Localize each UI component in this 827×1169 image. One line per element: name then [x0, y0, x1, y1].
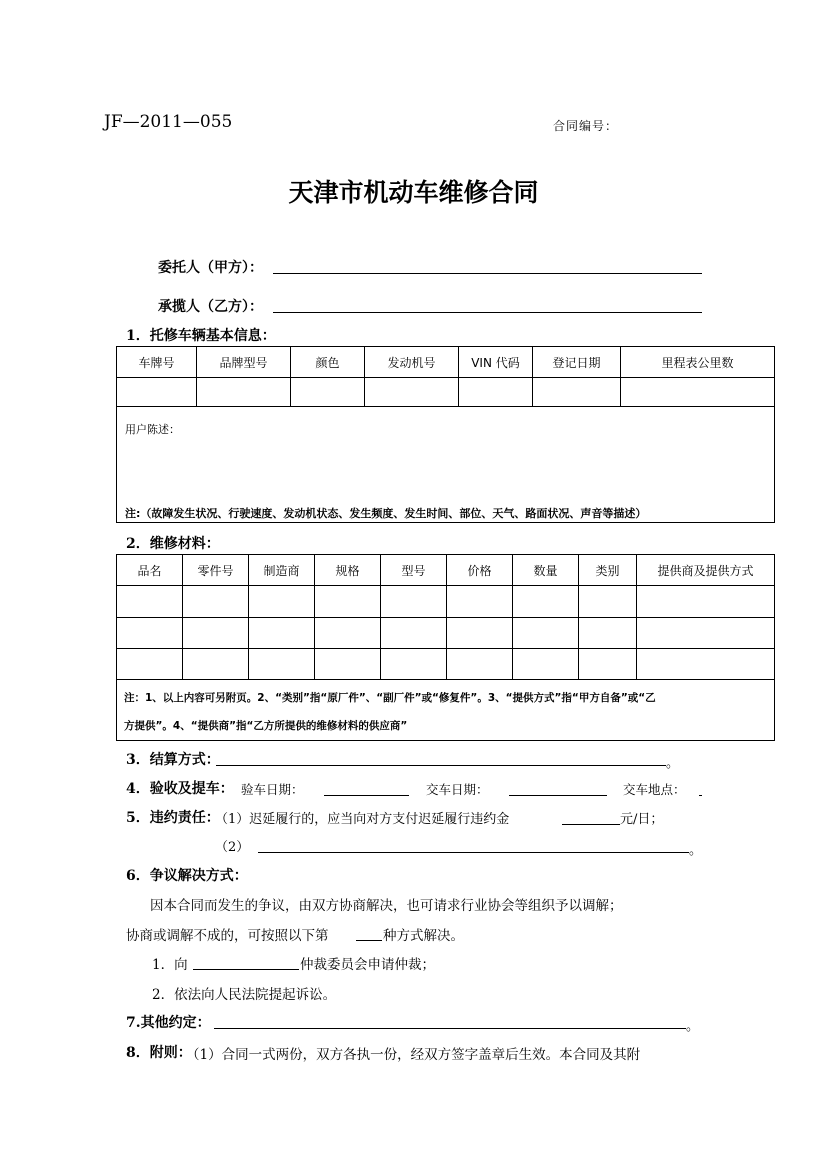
table-cell[interactable] [579, 618, 637, 649]
section1-note: 注:（故障发生状况、行驶速度、发动机状态、发生频度、发生时间、部位、天气、路面状况、声音等描述） [125, 507, 647, 520]
table-cell[interactable] [249, 618, 315, 649]
table-cell[interactable] [637, 586, 775, 618]
materials-note-line1: 注：1、以上内容可另附页。2、“类别”指“原厂件”、“副厂件”或“修复件”。3、“提供方式”指“甲方自备”或“乙 [124, 692, 656, 704]
user-description-row [117, 407, 775, 523]
vehicle-input-row [117, 378, 775, 407]
penalty-amount-field[interactable] [562, 824, 620, 825]
materials-header-row [117, 555, 775, 586]
litigation-option: 2．依法向人民法院提起诉讼。 [152, 987, 337, 1003]
table-cell[interactable] [117, 586, 183, 618]
penalty-item2-prefix: （2） [215, 840, 250, 855]
col-header: 价格 [447, 555, 513, 586]
delivery-place-field[interactable] [699, 795, 702, 796]
table-cell[interactable] [447, 618, 513, 649]
table-cell[interactable] [117, 618, 183, 649]
delivery-date-label: 交车日期： [426, 782, 489, 797]
inspect-date-label: 验车日期： [241, 782, 304, 797]
other-agreement-field[interactable] [214, 1028, 686, 1029]
col-header: 提供商及提供方式 [637, 555, 775, 586]
table-cell[interactable] [459, 378, 533, 407]
table-cell[interactable] [365, 378, 459, 407]
delivery-date-field[interactable] [509, 795, 607, 796]
penalty-item1-prefix: （1）迟延履行的，应当向对方支付迟延履行违约金 [215, 812, 510, 827]
dispute-para-line1: 因本合同而发生的争议，由双方协商解决，也可请求行业协会等组织予以调解； [150, 898, 623, 914]
arbitration-committee-field[interactable] [193, 969, 299, 970]
settlement-field[interactable] [216, 765, 666, 766]
table-cell[interactable] [447, 586, 513, 618]
penalty-item2-field[interactable] [258, 852, 689, 853]
table-cell[interactable] [183, 649, 249, 680]
materials-table [116, 554, 775, 741]
table-cell[interactable] [533, 378, 621, 407]
table-cell[interactable] [117, 649, 183, 680]
table-cell[interactable] [315, 586, 381, 618]
section7-end: 。 [686, 1019, 700, 1034]
table-cell[interactable] [513, 586, 579, 618]
table-cell[interactable] [381, 649, 447, 680]
party-a-label: 委托人（甲方）： [158, 260, 263, 276]
col-header: 类别 [579, 555, 637, 586]
col-header: 数量 [513, 555, 579, 586]
table-cell[interactable] [513, 618, 579, 649]
table-cell[interactable] [381, 586, 447, 618]
table-cell[interactable] [637, 649, 775, 680]
arbitration-option-suffix: 仲裁委员会申请仲裁； [300, 957, 435, 973]
col-header: 车牌号 [117, 347, 197, 378]
vehicle-header-row [117, 347, 775, 378]
section5-label: 5．违约责任： [126, 810, 220, 826]
col-header: 品名 [117, 555, 183, 586]
table-cell[interactable] [513, 649, 579, 680]
penalty-item1-suffix: 元/日； [620, 812, 664, 827]
table-cell[interactable] [197, 378, 291, 407]
section3-end: 。 [666, 756, 680, 771]
section8-text: （1）合同一式两份，双方各执一份，经双方签字盖章后生效。本合同及其附 [186, 1047, 641, 1063]
col-header: VIN 代码 [459, 347, 533, 378]
section2-heading: 2．维修材料： [126, 536, 220, 552]
table-cell[interactable] [621, 378, 775, 407]
table-cell[interactable] [249, 586, 315, 618]
table-cell[interactable] [315, 649, 381, 680]
party-b-label: 承揽人（乙方）： [158, 299, 263, 315]
section4-label: 4．验收及提车： [126, 781, 234, 797]
col-header: 规格 [315, 555, 381, 586]
delivery-place-label: 交车地点： [623, 782, 686, 797]
table-cell[interactable] [117, 378, 197, 407]
table-cell[interactable] [579, 649, 637, 680]
col-header: 型号 [381, 555, 447, 586]
party-b-field[interactable] [273, 312, 702, 313]
dispute-para-line2b: 种方式解决。 [383, 928, 464, 944]
table-cell[interactable] [447, 649, 513, 680]
page-title: 天津市机动车维修合同 [288, 178, 539, 207]
table-cell[interactable] [291, 378, 365, 407]
materials-note-row [117, 680, 775, 741]
vehicle-info-table [116, 346, 775, 523]
section8-label: 8．附则： [126, 1045, 192, 1061]
dispute-para-line2a: 协商或调解不成的，可按照以下第 [126, 928, 329, 944]
col-header: 发动机号 [365, 347, 459, 378]
table-cell[interactable] [183, 586, 249, 618]
materials-row [117, 586, 775, 618]
col-header: 制造商 [249, 555, 315, 586]
col-header: 里程表公里数 [621, 347, 775, 378]
table-cell[interactable] [249, 649, 315, 680]
party-a-field[interactable] [273, 273, 702, 274]
section1-heading: 1．托修车辆基本信息： [126, 328, 276, 344]
contract-number-label: 合同编号： [553, 119, 619, 133]
table-cell[interactable] [579, 586, 637, 618]
table-cell[interactable] [381, 618, 447, 649]
col-header: 品牌型号 [197, 347, 291, 378]
table-cell[interactable] [637, 618, 775, 649]
materials-note-cell [117, 680, 775, 741]
section5-end: 。 [689, 843, 703, 858]
dispute-option-field[interactable] [356, 940, 382, 941]
materials-note-line2: 方提供”。4、“提供商”指“乙方所提供的维修材料的供应商” [124, 720, 408, 732]
table-cell[interactable] [183, 618, 249, 649]
section3-label: 3．结算方式： [126, 752, 220, 768]
materials-row [117, 649, 775, 680]
col-header: 零件号 [183, 555, 249, 586]
table-cell[interactable] [315, 618, 381, 649]
section6-label: 6．争议解决方式： [126, 868, 248, 884]
user-description-label: 用户陈述： [125, 423, 180, 436]
section7-label: 7.其他约定： [126, 1015, 211, 1031]
inspect-date-field[interactable] [324, 795, 409, 796]
materials-row [117, 618, 775, 649]
col-header: 登记日期 [533, 347, 621, 378]
arbitration-option-prefix: 1．向 [152, 957, 188, 973]
doc-code: JF—2011—055 [104, 112, 233, 132]
user-description-cell[interactable] [117, 407, 775, 523]
col-header: 颜色 [291, 347, 365, 378]
